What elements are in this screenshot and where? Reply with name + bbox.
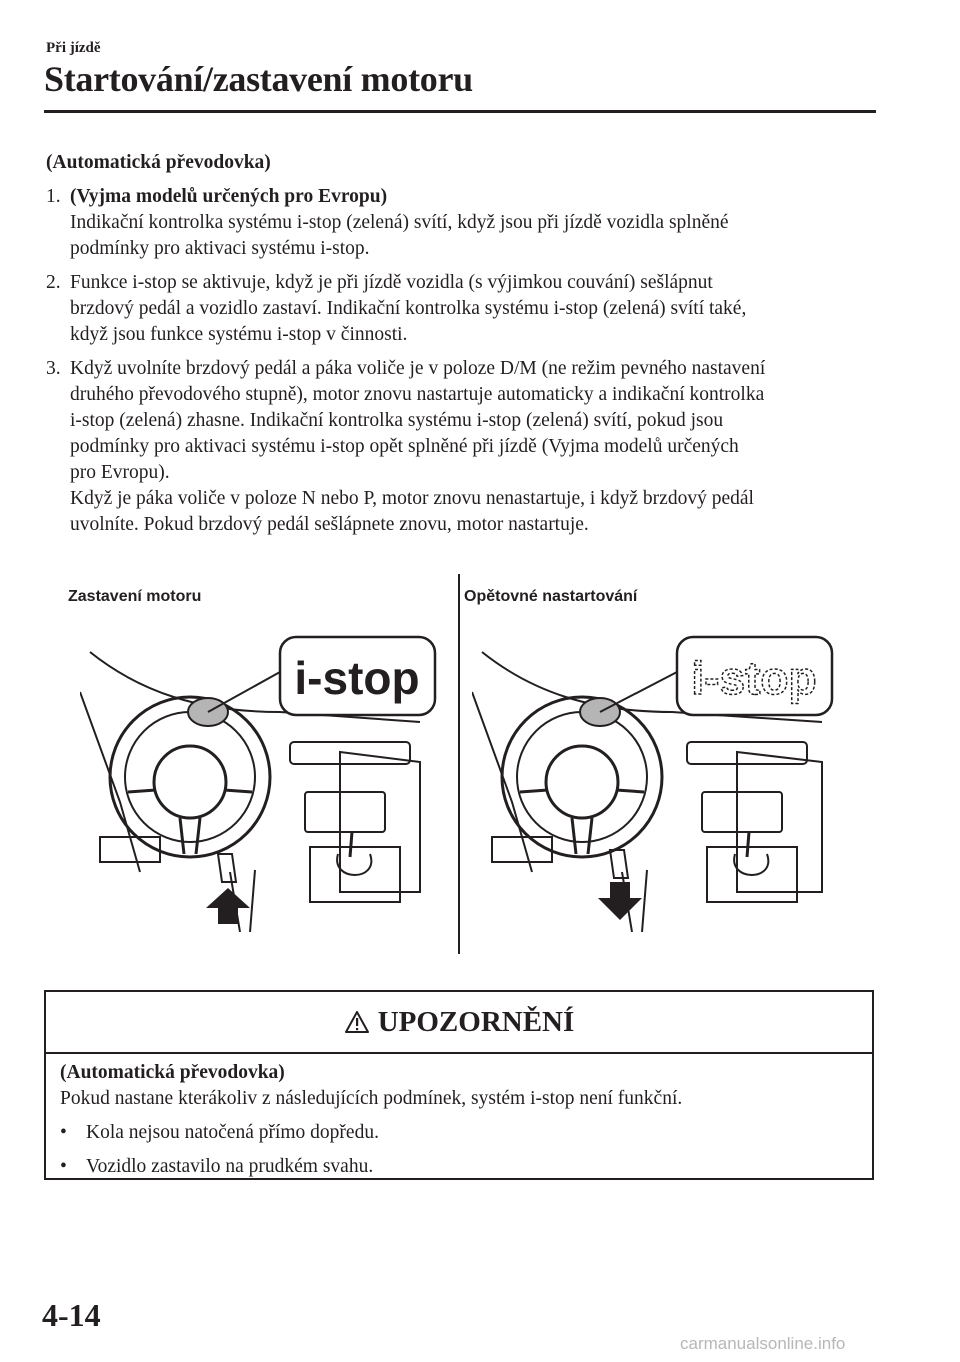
- bullet-text: Kola nejsou natočená přímo dopředu.: [86, 1122, 379, 1143]
- item-line: podmínky pro aktivaci systému i-stop.: [70, 238, 370, 259]
- bullet-marker: •: [60, 1156, 67, 1177]
- item-number: 1.: [46, 186, 61, 207]
- arrow-down-icon: [598, 882, 642, 920]
- title-rule: [44, 110, 876, 113]
- caution-header: [46, 992, 872, 1054]
- list-item-2: [46, 270, 876, 348]
- list-item-1: [46, 184, 876, 262]
- item-line: uvolníte. Pokud brzdový pedál sešlápnete znovu, motor nastartuje.: [70, 514, 589, 535]
- body-text: [46, 150, 876, 546]
- item-line: Indikační kontrolka systému i-stop (zelená) svítí, když jsou při jízdě vozidla splněné: [70, 212, 729, 233]
- item-line: druhého převodového stupně), motor znovu nastartuje automaticky a indikační kontrolka: [70, 384, 765, 405]
- arrow-up-icon: [206, 888, 250, 924]
- item-line: i-stop (zelená) zhasne. Indikační kontrolka systému i-stop (zelená) svítí, pokud jsou: [70, 410, 724, 431]
- caution-body: [46, 1054, 872, 1180]
- item-line: brzdový pedál a vozidlo zastaví. Indikační kontrolka systému i-stop (zelená) svítí také,: [70, 298, 747, 319]
- caution-intro: Pokud nastane kterákoliv z následujících podmínek, systém i-stop není funkční.: [60, 1088, 683, 1109]
- item-line: podmínky pro aktivaci systému i-stop opět splněné při jízdě (Vyjma modelů určených: [70, 436, 739, 457]
- item-line: Funkce i-stop se aktivuje, když je při jízdě vozidla (s výjimkou couvání) sešlápnut: [70, 272, 713, 293]
- item-line: Když uvolníte brzdový pedál a páka voliče je v poloze D/M (ne režim pevného nastavení: [70, 358, 766, 379]
- caution-title: UPOZORNĚNÍ: [377, 1005, 575, 1038]
- item-number: 2.: [46, 272, 61, 293]
- figure-divider: [458, 574, 460, 954]
- caution-bullet-1: [60, 1120, 858, 1146]
- warning-triangle-icon: [344, 1010, 370, 1034]
- item-line: pro Evropu).: [70, 462, 170, 483]
- figure-label-engine-stop: Zastavení motoru: [68, 588, 202, 605]
- dashboard-figure: [60, 572, 870, 956]
- item-number: 3.: [46, 358, 61, 379]
- page-title: Startování/zastavení motoru: [44, 59, 473, 99]
- figure-label-restart: Opětovné nastartování: [464, 588, 638, 605]
- item-line: Když je páka voliče v poloze N nebo P, motor znovu nenastartuje, i když brzdový pedál: [70, 488, 754, 509]
- dashboard-illustration-stop: [80, 632, 440, 932]
- bullet-marker: •: [60, 1122, 67, 1143]
- list-item-3: [46, 356, 876, 538]
- i-stop-indicator-off: i-stop: [691, 652, 817, 704]
- bullet-text: Vozidlo zastavilo na prudkém svahu.: [86, 1156, 374, 1177]
- i-stop-indicator-lit: i-stop: [294, 652, 420, 704]
- section-label: Při jízdě: [46, 40, 101, 56]
- item-bold: (Vyjma modelů určených pro Evropu): [70, 186, 388, 207]
- dashboard-illustration-restart: [472, 632, 842, 932]
- watermark: carmanualsonline.info: [680, 1334, 846, 1353]
- caution-box: [44, 990, 874, 1180]
- caution-subheading: (Automatická převodovka): [60, 1062, 285, 1083]
- item-line: když jsou funkce systému i-stop v činnosti.: [70, 324, 408, 345]
- page-number: 4-14: [42, 1297, 101, 1333]
- subheading: (Automatická převodovka): [46, 152, 271, 173]
- caution-bullet-2: [60, 1154, 858, 1180]
